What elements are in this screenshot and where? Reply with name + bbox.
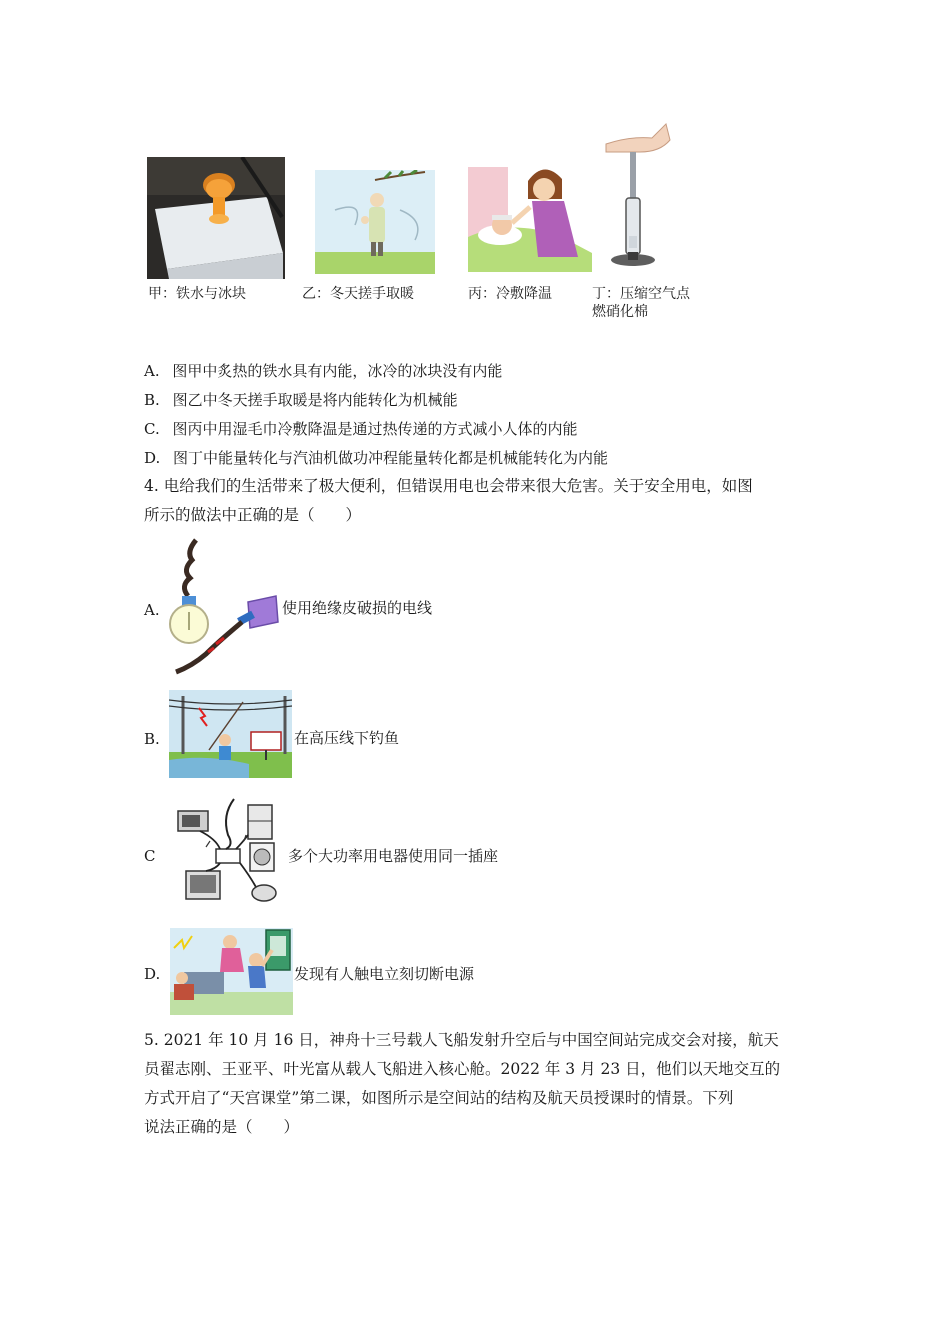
q3-option-b <box>144 390 458 410</box>
figure-ding-caption-line2: 燃硝化棉 <box>592 304 648 320</box>
q4-option-b-letter: B. <box>144 730 160 748</box>
q4-option-d-letter: D. <box>144 965 161 983</box>
figure-bing-cold-compress <box>468 157 592 272</box>
q3-option-d-text: 图丁中能量转化与汽油机做功冲程能量转化都是机械能转化为内能 <box>173 449 609 467</box>
q3-option-a-text: 图甲中炙热的铁水具有内能，冰冷的冰块没有内能 <box>172 362 503 380</box>
figure-jia-caption: 甲：铁水与冰块 <box>148 286 246 302</box>
figure-ding-caption-line1: 丁：压缩空气点 <box>592 286 690 302</box>
q3-option-c-letter: C. <box>144 420 160 438</box>
figure-bing-caption: 丙：冷敷降温 <box>468 286 552 302</box>
q3-option-c-text: 图丙中用湿毛巾冷敷降温是通过热传递的方式减小人体的内能 <box>172 420 578 438</box>
q3-option-a <box>144 361 502 381</box>
q5-stem-line3: 方式开启了“天宫课堂”第二课，如图所示是空间站的结构及航天员授课时的情景。下列 <box>144 1089 734 1107</box>
figure-yi-caption: 乙：冬天搓手取暖 <box>302 286 414 302</box>
q3-option-a-letter: A. <box>144 362 160 380</box>
q4-option-a-text: 使用绝缘皮破损的电线 <box>282 599 433 617</box>
q4-option-b-text: 在高压线下钓鱼 <box>294 729 400 747</box>
q3-option-d-letter: D. <box>144 449 161 467</box>
damaged-wire-bulb-icon <box>168 538 280 676</box>
cutting-power-rescue-icon <box>170 928 293 1015</box>
figure-yi-rubbing-hands <box>315 170 435 274</box>
fishing-under-power-line-icon <box>169 690 292 778</box>
q5-stem-line2: 员翟志刚、王亚平、叶光富从载人飞船进入核心舱。2022 年 3 月 23 日，他们以天地交互的 <box>144 1060 781 1078</box>
q4-option-a-letter: A. <box>144 601 160 619</box>
q5-stem-line4: 说法正确的是（ ） <box>144 1118 300 1136</box>
q4-stem-line2: 所示的做法中正确的是（ ） <box>144 506 362 524</box>
overloaded-socket-icon <box>176 795 284 905</box>
figure-ding-air-compression <box>600 118 672 274</box>
q3-option-b-letter: B. <box>144 391 160 409</box>
q4-option-d-text: 发现有人触电立刻切断电源 <box>294 965 475 983</box>
q3-option-d <box>144 448 608 468</box>
q4-option-c-letter: C <box>144 847 156 865</box>
q3-option-c <box>144 419 578 439</box>
q3-option-b-text: 图乙中冬天搓手取暖是将内能转化为机械能 <box>172 391 458 409</box>
q4-stem-line1: 4. 电给我们的生活带来了极大便利，但错误用电也会带来很大危害。关于安全用电，如图 <box>144 477 753 495</box>
q4-option-c-text: 多个大功率用电器使用同一插座 <box>288 847 499 865</box>
figure-jia-molten-iron <box>147 157 285 279</box>
q5-stem-line1: 5. 2021 年 10 月 16 日，神舟十三号载人飞船发射升空后与中国空间站完成交会对接，航天 <box>144 1031 779 1049</box>
